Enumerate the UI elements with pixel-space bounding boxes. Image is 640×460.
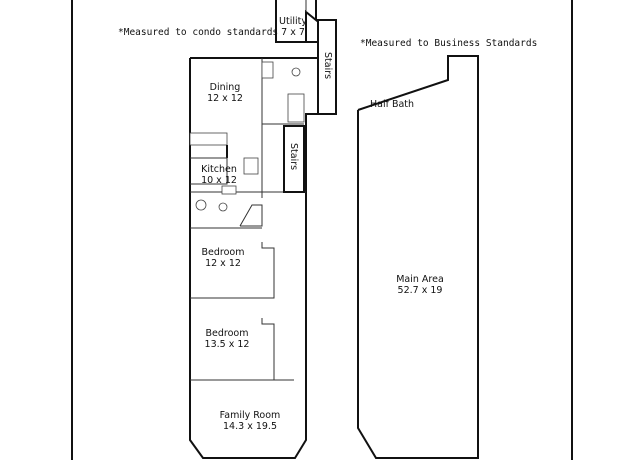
upper-stairs-label: Stairs [322,52,333,80]
bedroom2-closet [262,318,274,380]
dining-size: 12 x 12 [207,93,243,104]
main-area-size: 52.7 x 19 [397,285,443,296]
half-bath-label: Half Bath [370,99,415,110]
family-room-name: Family Room [219,410,281,421]
bedroom2-size: 13.5 x 12 [204,339,250,350]
utility-size: 7 x 7 [281,27,305,38]
utility-name: Utility [279,16,307,27]
fridge-icon [222,186,236,194]
business-note: *Measured to Business Standards [360,38,538,49]
family-room-label [210,410,290,432]
main-area-label [384,274,456,296]
condo-note: *Measured to condo standards [118,27,279,38]
dining-cabinet [262,62,273,78]
bedroom2-name: Bedroom [205,328,249,339]
dining-label [196,82,254,104]
bathtub-icon [288,94,304,122]
kitchen-name: Kitchen [201,164,237,175]
bath-sink-icon [219,203,227,211]
main-area-name: Main Area [396,274,444,285]
dining-sink-icon [292,68,300,76]
toilet-icon [196,200,206,210]
kitchen-size: 10 x 12 [201,175,237,186]
bedroom2-label [196,328,258,350]
family-room-size: 14.3 x 19.5 [223,421,277,432]
dining-name: Dining [209,82,241,93]
bedroom1-label [194,247,252,269]
kitchen-counter [190,133,227,145]
bedroom1-size: 12 x 12 [205,258,241,269]
lower-stairs-label: Stairs [288,143,299,171]
bedroom1-closet [262,242,274,298]
kitchen-label [194,164,244,186]
shower-door [240,205,262,226]
stove-icon [244,158,258,174]
utility-label [277,16,309,38]
business-outline [358,56,478,458]
bedroom1-name: Bedroom [201,247,245,258]
